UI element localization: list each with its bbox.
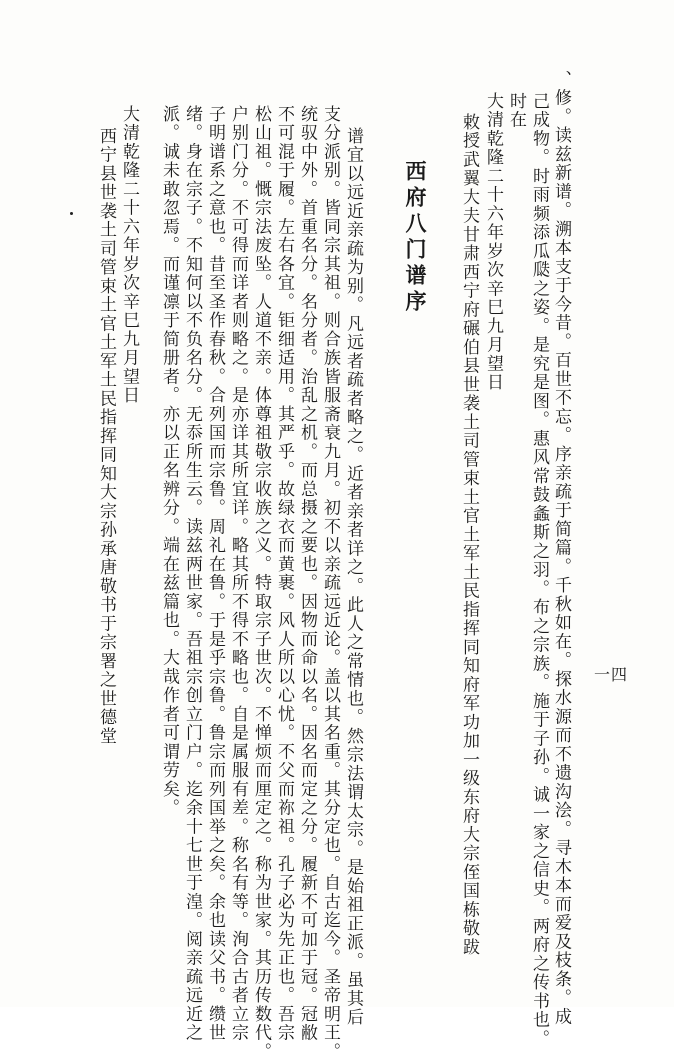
postscript-signature: 敕授武翼大夫甘肃西宁府碾伯县世袭土司管束土官土军土民指挥同知府军功加一级东府大宗侄国栋敬跋	[459, 113, 479, 957]
postscript-line-1: 、修。读兹新谱。溯本支于今昔。百世不忘。序亲疏于简篇。千秋如在。探水源而不遗沟浍。寻木本而爱及枝条。成	[551, 70, 571, 1027]
preface-line-8: 绪。身在宗子。不知何以不负名分。无忝所生云。读兹两世家。吾祖宗创立门户。迄余十七世于湟。阅亲疏远近之	[182, 105, 202, 1043]
preface-line-4: 不可混于履。左右各宜。钜细适用。其严乎。故绿衣而黄裹。风人所以心忧。不父而祢祖。孔子必为先正也。吾宗	[274, 105, 294, 1043]
preface-date: 大清乾隆二十六年岁次辛巳九月望日	[119, 105, 139, 405]
preface-line-2: 支分派别。皆同宗其祖。则合族皆服斋衰九月。初不以亲疏远近论。盖以其名重。其分定也。自古迄今。圣帝明王。	[320, 105, 340, 1061]
postscript-line-3: 时在	[506, 92, 526, 130]
page-number: 一四	[594, 665, 629, 684]
preface-line-5: 松山祖。慨宗法废坠。人道不亲。体尊祖敬宗收族之义。特取宗子世次。不惮烦而厘定之。称为世家。其历传数代。	[251, 105, 271, 1061]
postscript-date: 大清乾隆二十六年岁次辛巳九月望日	[483, 92, 503, 392]
preface-line-7: 子明谱系之意也。昔至圣作春秋。合列国而宗鲁。周礼在鲁。于是乎宗鲁。鲁宗而列国举之矣。余也读父书。缵世	[205, 105, 225, 1043]
preface-signature: 西宁县世袭土司管束土官土军土民指挥同知大宗孙承唐敬书于宗署之世德堂	[96, 127, 116, 746]
preface-line-6: 户别门分。不可得而详者则略之。是亦详其所宜详。略其所不得不略也。自是属服有差。称名有等。洵合古者立宗	[228, 105, 248, 1043]
margin-mark	[70, 212, 73, 215]
preface-line-3: 统驭中外。首重名分。名分者。治乱之机。而总摄之要也。因物而命以名。因名而定之分。履新不可加于冠。冠敝	[297, 105, 317, 1043]
preface-line-1: 谱宜以远近亲疏为别。凡远者疏者略之。近者亲者详之。此人之常情也。然宗法谓太宗。是始祖正派。虽其后	[343, 127, 363, 1027]
postscript-line-2: 己成物。时雨频添瓜瓞之姿。是究是图。惠风常鼓螽斯之羽。布之宗族。施于子孙。诚一家之信史。两府之传书也。	[529, 92, 549, 1049]
section-title: 西府八门谱序	[403, 160, 428, 316]
preface-line-9: 派。诚未敢忽焉。而谨凛于简册者。亦以正名辨分。端在兹篇也。大哉作者可谓劳矣。	[159, 105, 179, 818]
